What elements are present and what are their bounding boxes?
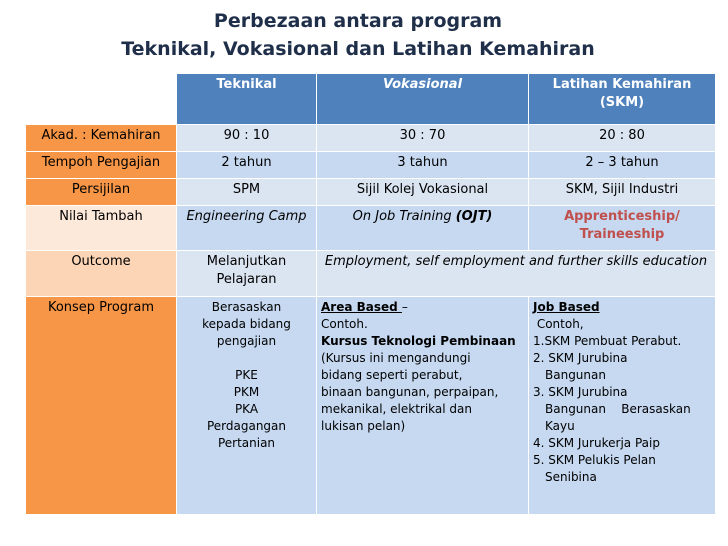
header-blank: [26, 74, 177, 125]
title-line-1: Perbezaan antara program: [213, 10, 503, 32]
nilai-skm: Apprenticeship/ Traineeship: [529, 206, 716, 251]
konsep-skm: [529, 297, 716, 515]
konsep-tek-line: Perdagangan: [206, 419, 287, 433]
row-konsep: [26, 297, 716, 515]
header-row: [26, 74, 716, 125]
label-outcome: Outcome: [26, 251, 177, 297]
konsep-skm-line: 4. SKM Jurukerja Paip: [533, 436, 660, 450]
label-konsep: Konsep Program: [26, 297, 177, 515]
konsep-tek-line: pengajian: [216, 334, 277, 348]
konsep-tek-spacer: [181, 350, 312, 367]
konsep-tek-line: PKM: [233, 385, 260, 399]
nilai-vok-text: On Job Training: [352, 209, 456, 224]
persijilan-teknikal: SPM: [177, 179, 317, 206]
konsep-skm-line: 2. SKM Jurubina: [533, 351, 628, 365]
label-akad: Akad. : Kemahiran: [26, 125, 177, 152]
nilai-teknikal: Engineering Camp: [177, 206, 317, 251]
persijilan-skm: SKM, Sijil Industri: [529, 179, 716, 206]
konsep-skm-line: 5. SKM Pelukis Pelan: [533, 453, 656, 467]
konsep-skm-line: Kayu: [545, 419, 575, 433]
konsep-skm-line: Contoh,: [533, 317, 584, 331]
tempoh-teknikal: 2 tahun: [177, 152, 317, 179]
area-based-label: Area Based: [321, 300, 402, 314]
konsep-tek-line: kepada bidang: [202, 317, 291, 331]
row-akad: [26, 125, 716, 152]
akad-vokasional: 30 : 70: [317, 125, 529, 152]
konsep-skm-line: Senibina: [545, 470, 597, 484]
area-based-dash: –: [401, 300, 408, 314]
konsep-skm-line: Bangunan: [545, 368, 606, 382]
konsep-tek-line: PKE: [235, 368, 258, 382]
nilai-vokasional: [317, 206, 529, 251]
outcome-teknikal: Melanjutkan Pelajaran: [177, 251, 317, 297]
konsep-skm-line: Bangunan Berasaskan: [545, 402, 691, 416]
header-vokasional: Vokasional: [317, 74, 529, 125]
konsep-vokasional: [317, 297, 529, 515]
outcome-merged: Employment, self employment and further skills education: [317, 251, 716, 297]
label-persijilan: Persijilan: [26, 179, 177, 206]
konsep-tek-line: Berasaskan: [211, 300, 282, 314]
konsep-vok-head: [321, 299, 524, 316]
nilai-vok-ojt: (OJT): [455, 209, 493, 224]
akad-skm: 20 : 80: [529, 125, 716, 152]
konsep-vok-line: bidang seperti perabut,: [321, 368, 463, 382]
konsep-skm-line: 3. SKM Jurubina: [533, 385, 628, 399]
konsep-vok-contoh: Contoh.: [321, 317, 368, 331]
tempoh-skm: 2 – 3 tahun: [529, 152, 716, 179]
header-skm: Latihan Kemahiran (SKM): [529, 74, 716, 125]
konsep-vok-line: (Kursus ini mengandungi: [321, 351, 471, 365]
header-teknikal: Teknikal: [177, 74, 317, 125]
label-nilai: Nilai Tambah: [26, 206, 177, 251]
konsep-tek-line: PKA: [234, 402, 259, 416]
comparison-table: [25, 73, 716, 515]
row-persijilan: [26, 179, 716, 206]
row-outcome: [26, 251, 716, 297]
konsep-teknikal: [177, 297, 317, 515]
konsep-tek-line: Pertanian: [217, 436, 276, 450]
job-based-label: Job Based: [533, 300, 600, 314]
persijilan-vokasional: Sijil Kolej Vokasional: [317, 179, 529, 206]
label-tempoh: Tempoh Pengajian: [26, 152, 177, 179]
row-tempoh: [26, 152, 716, 179]
konsep-vok-line: mekanikal, elektrikal dan: [321, 402, 472, 416]
row-nilai: [26, 206, 716, 251]
konsep-vok-line: binaan bangunan, perpaipan,: [321, 385, 499, 399]
konsep-vok-course: Kursus Teknologi Pembinaan: [321, 334, 516, 348]
tempoh-vokasional: 3 tahun: [317, 152, 529, 179]
title-line-2: Teknikal, Vokasional dan Latihan Kemahiran: [121, 38, 595, 60]
konsep-skm-line: 1.SKM Pembuat Perabut.: [533, 334, 682, 348]
akad-teknikal: 90 : 10: [177, 125, 317, 152]
konsep-vok-line: lukisan pelan): [321, 419, 406, 433]
